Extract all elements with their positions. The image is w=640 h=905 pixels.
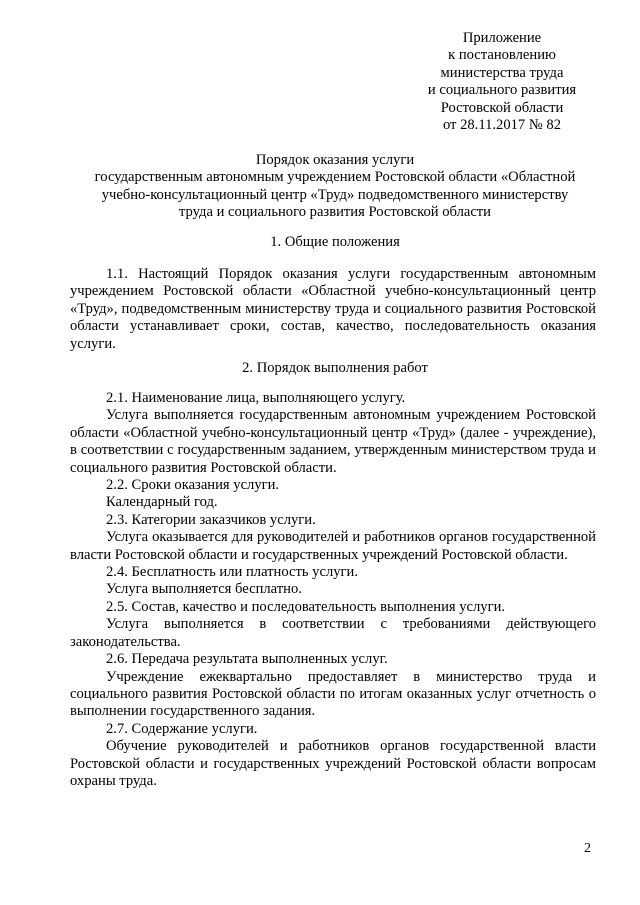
paragraph: 2.1. Наименование лица, выполняющего услугу.: [106, 390, 406, 406]
paragraph: Услуга выполняется государственным автономным учреждением Ростовской области «Областной учебно-консультационный центр «Труд» (далее - учреждение), в соответствии с государственным заданием, утвержденным министерством труда и социального развития Ростовской области.: [70, 407, 596, 476]
title-line: учебно-консультационный центр «Труд» подведомственного министерству: [101, 186, 569, 203]
section-2-heading: 2. Порядок выполнения работ: [242, 360, 428, 376]
appendix-line: Приложение: [462, 30, 542, 46]
section-1-body: [70, 266, 596, 353]
title-line: Порядок оказания услуги: [255, 152, 415, 168]
paragraph: 2.3. Категории заказчиков услуги.: [106, 511, 316, 528]
paragraph: Услуга оказывается для руководителей и работников органов государственной власти Ростовской области и государственных учреждений Ростовской области.: [70, 529, 596, 563]
paragraph: Календарный год.: [106, 494, 218, 511]
appendix-line: к постановлению: [448, 47, 556, 64]
paragraph: Учреждение ежеквартально предоставляет в министерство труда и социального развития Ростовской области по итогам оказанных услуг отчетность о выполнении государственного задания.: [70, 668, 596, 720]
paragraph: Услуга выполняется в соответствии с требованиями действующего законодательства.: [70, 616, 596, 650]
paragraph: 2.2. Сроки оказания услуги.: [106, 477, 280, 494]
title-line: труда и социального развития Ростовской области: [179, 204, 491, 221]
appendix-line: министерства труда: [440, 64, 564, 81]
appendix-line: от 28.11.2017 № 82: [442, 117, 562, 134]
paragraph: Услуга выполняется бесплатно.: [106, 581, 302, 598]
paragraph: 2.6. Передача результата выполненных услуг.: [106, 651, 388, 668]
document-title: [70, 152, 600, 222]
appendix-line: Ростовской области: [440, 99, 564, 116]
paragraph: 2.7. Содержание услуги.: [106, 720, 258, 737]
section-1-heading: 1. Общие положения: [270, 234, 400, 250]
paragraph: 1.1. Настоящий Порядок оказания услуги государственным автономным учреждением Ростовской области «Областной учебно-консультационный центр «Труд», подведомственным министерству труда и социального развития Ростовской области устанавливает сроки, состав, качество, последовательность оказания услуги.: [70, 266, 596, 352]
page-number: 2: [584, 841, 591, 856]
paragraph: Обучение руководителей и работников органов государственной власти Ростовской области и государственных учреждений Ростовской области вопросам охраны труда.: [70, 738, 596, 789]
appendix-block: [392, 30, 612, 134]
appendix-line: и социального развития: [427, 82, 577, 99]
paragraph: 2.4. Бесплатность или платность услуги.: [106, 564, 358, 581]
title-line: государственным автономным учреждением Ростовской области «Областной: [94, 169, 576, 186]
paragraph: 2.5. Состав, качество и последовательность выполнения услуги.: [106, 598, 506, 615]
section-2-body: [70, 390, 596, 790]
